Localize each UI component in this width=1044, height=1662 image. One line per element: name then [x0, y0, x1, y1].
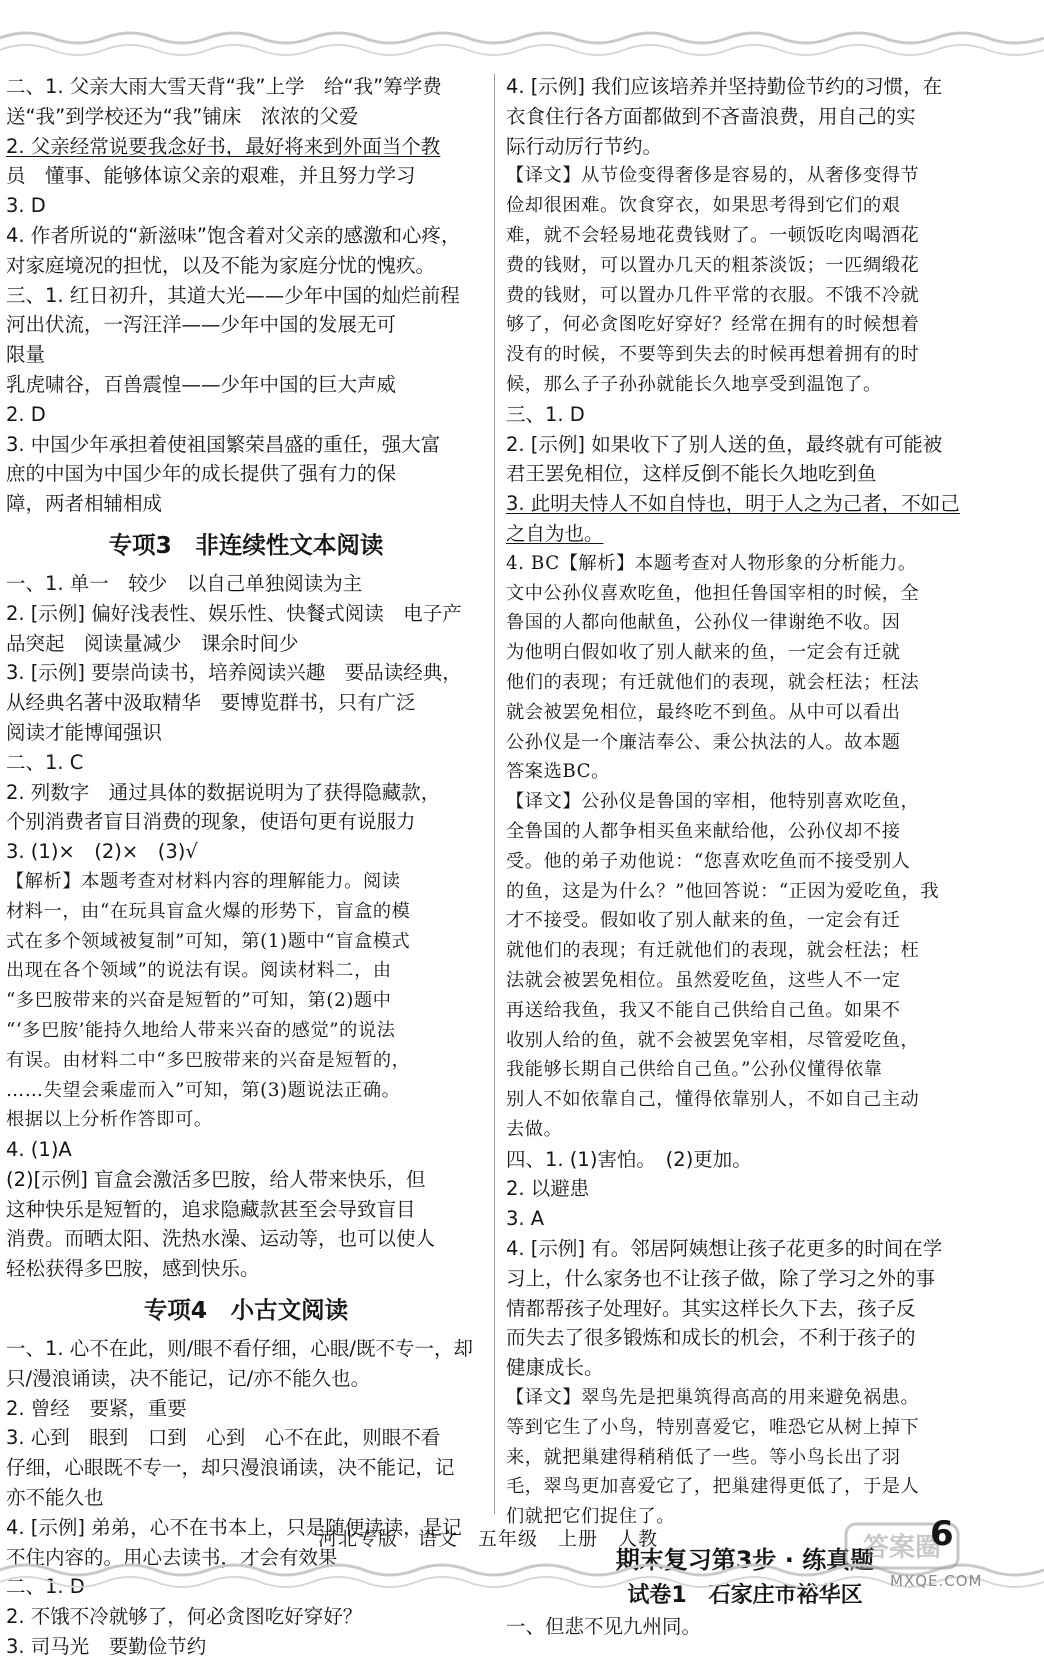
answer-line: 4. [示例] 我们应该培养并坚持勤俭节约的习惯，在	[506, 75, 943, 98]
answer-line: 一、但悲不见九州同。	[506, 1615, 702, 1639]
answer-line: 这种快乐是短暂的，追求隐藏款甚至会导致盲目	[6, 1197, 416, 1221]
explanation-line: 就他们的表现；有迁就他们的表现，就会枉法；枉	[506, 940, 920, 962]
svg-text:答案圈: 答案圈	[862, 1533, 942, 1563]
explanation-line: 他们的表现；有迁就他们的表现，就会枉法；枉法	[506, 671, 920, 693]
explanation-line: 为他明白假如收了别人献来的鱼，一定会有迁就	[506, 642, 901, 664]
answer-line: 3. (1)× (2)× (3)√	[6, 840, 198, 864]
explanation-line: 4. BC【解析】本题考查对人物形象的分析能力。	[506, 552, 917, 574]
explanation-line: 收别人给的鱼，就不会被罢免宰相，尽管爱吃鱼，	[506, 1029, 920, 1051]
answer-line: 限量	[6, 343, 46, 367]
answer-line: 亦不能久也	[6, 1486, 104, 1510]
answer-line: 对家庭境况的担忧，以及不能为家庭分忧的愧疚。	[6, 253, 436, 277]
answer-line: 3. A	[506, 1207, 545, 1231]
answer-line: 3. 此明夫恃人不如自恃也，明于人之为己者，不如己	[506, 492, 960, 516]
watermark-url: MXQE.COM	[890, 1572, 983, 1590]
answer-line: 消费。而晒太阳、洗热水澡、运动等，也可以使人	[6, 1227, 436, 1251]
answer-line: 个别消费者盲目消费的现象，使语句更有说服力	[6, 810, 416, 834]
explanation-line: 全鲁国的人都争相买鱼来献给他，公孙仪却不接	[506, 820, 901, 842]
answer-line: 2. [示例] 如果收下了别人送的鱼，最终就有可能被	[506, 432, 943, 456]
answer-line: 3. 心到 眼到 口到 心到 心不在此，则眼不看	[6, 1426, 441, 1450]
answer-line: 一、1. 单一 较少 以自己单独阅读为主	[6, 571, 363, 595]
explanation-line: 毛，翠鸟更加喜爱它了，把巢建得更低了，于是人	[506, 1476, 920, 1498]
answer-line: 2. 不饿不冷就够了，何必贪图吃好穿好？	[6, 1605, 363, 1629]
page-number: 6	[930, 1514, 954, 1554]
answer-line: 阅读才能博闻强识	[6, 720, 163, 744]
answer-line: 2. 以避患	[506, 1177, 590, 1201]
explanation-line: “‘多巴胺’能持久地给人带来兴奋的感觉”的说法	[6, 1019, 396, 1041]
answer-line: 习上，什么家务也不让孩子做，除了学习之外的事	[506, 1266, 936, 1290]
explanation-line: 有误。由材料二中“多巴胺带来的兴奋是短暂的，	[6, 1049, 411, 1071]
answer-line: 乳虎啸谷，百兽震惶——少年中国的巨大声威	[6, 372, 397, 396]
answer-line: 情都帮孩子处理好。其实这样长久下去，孩子反	[506, 1296, 916, 1320]
answer-line: 2. D	[6, 402, 46, 426]
answer-line: 品突起 阅读量减少 课余时间少	[6, 631, 299, 655]
answer-line: 送“我”到学校还为“我”铺床 浓浓的父爱	[6, 104, 359, 128]
answer-line: 2. 曾经 要紧，重要	[6, 1396, 187, 1420]
answer-line: 3. [示例] 要崇尚读书，培养阅读兴趣 要品读经典，	[6, 661, 462, 685]
column-divider	[494, 74, 495, 1514]
explanation-line: 再送给我鱼，我又不能自己供给自己鱼。如果不	[506, 999, 901, 1021]
answer-line: 2. 父亲经常说要我念好书，最好将来到外面当个教	[6, 134, 441, 158]
explanation-line: 【解析】本题考查对材料内容的理解能力。阅读	[6, 870, 401, 892]
answer-line: 3. D	[6, 194, 46, 218]
footer-book-info: 河北专版 语文 五年级 上册 人教	[318, 1528, 659, 1550]
answer-line: 庶的中国为中国少年的成长提供了强有力的保	[6, 462, 397, 486]
explanation-line: 俭却很困难。饮食穿衣，如果思考得到它们的艰	[506, 195, 901, 217]
explanation-line: 费的钱财，可以置办几天的粗茶淡饭；一匹绸缎花	[506, 254, 920, 276]
explanation-line: 的鱼，这是为什么？”他回答说：“正因为爱吃鱼，我	[506, 880, 940, 902]
answer-line: 一、1. 心不在此，则/眼不看仔细，心眼/既不专一，却	[6, 1337, 473, 1361]
right-column	[506, 72, 984, 1642]
explanation-line: 费的钱财，可以置办几件平常的衣服。不饿不冷就	[506, 284, 920, 306]
explanation-line: 文中公孙仪喜欢吃鱼，他担任鲁国宰相的时候，全	[506, 582, 920, 604]
answer-line: 之自为也。	[506, 521, 604, 545]
answer-line: 河出伏流，一泻汪洋——少年中国的发展无可	[6, 313, 397, 337]
answer-line: 员 懂事、能够体谅父亲的艰难，并且努力学习	[6, 164, 416, 188]
explanation-line: 根据以上分析作答即可。	[6, 1109, 213, 1131]
answer-line: 三、1. D	[506, 402, 585, 426]
explanation-line: 难，就不会轻易地花费钱财了。一顿饭吃肉喝酒花	[506, 224, 920, 246]
subsection-heading: 试卷1 石家庄市裕华区	[627, 1583, 863, 1609]
section-heading: 专项3 非连续性文本阅读	[108, 530, 384, 559]
answer-line: 二、1. D	[6, 1575, 85, 1599]
answer-line: 二、1. C	[6, 750, 84, 774]
explanation-line: 法就会被罢免相位。虽然爱吃鱼，这些人不一定	[506, 969, 901, 991]
explanation-line: 受。他的弟子劝他说：“您喜欢吃鱼而不接受别人	[506, 850, 911, 872]
section-heading: 专项4 小古文阅读	[143, 1296, 349, 1325]
explanation-line: 来，就把巢建得稍稍低了一些。等小鸟长出了羽	[506, 1446, 901, 1468]
answer-line: 君王罢免相位，这样反倒不能长久地吃到鱼	[506, 462, 877, 486]
left-column	[6, 72, 486, 1662]
explanation-line: 够了，何必贪图吃好穿好？经常在拥有的时候想着	[506, 314, 920, 336]
answer-line: 而失去了很多锻炼和成长的机会，不利于孩子的	[506, 1326, 916, 1350]
answer-line: 不住内容的。用心去读书，才会有效果	[6, 1545, 338, 1569]
answer-line: 衣食住行各方面都做到不吝啬浪费，用自己的实	[506, 104, 916, 128]
answer-line: 四、1. (1)害怕。 (2)更加。	[506, 1147, 752, 1171]
explanation-line: 等到它生了小鸟，特别喜爱它，唯恐它从树上掉下	[506, 1416, 920, 1438]
explanation-line: 答案选BC。	[506, 761, 610, 783]
answer-line: 2. 列数字 通过具体的数据说明为了获得隐藏款，	[6, 780, 441, 804]
explanation-line: 候，那么子子孙孙就能长久地享受到温饱了。	[506, 373, 882, 395]
section-heading: 期末复习第3步 · 练真题	[615, 1546, 875, 1575]
explanation-line: 【译文】翠鸟先是把巢筑得高高的用来避免祸患。	[506, 1387, 920, 1409]
explanation-line: 去做。	[506, 1118, 563, 1140]
answer-line: 健康成长。	[506, 1356, 604, 1380]
answer-line: 2. [示例] 偏好浅表性、娱乐性、快餐式阅读 电子产	[6, 601, 462, 625]
answer-line: 仔细，心眼既不专一，却只漫浪诵读，决不能记，记	[6, 1456, 455, 1480]
answer-line: 4. [示例] 弟弟，心不在书本上，只是随便读读，是记	[6, 1515, 462, 1539]
answer-line: 4. (1)A	[6, 1138, 72, 1162]
explanation-line: 【译文】公孙仪是鲁国的宰相，他特别喜欢吃鱼，	[506, 791, 920, 813]
answer-line: 从经典名著中汲取精华 要博览群书，只有广泛	[6, 691, 416, 715]
explanation-line: 别人不如依靠自己，懂得依靠别人，不如自己主动	[506, 1089, 920, 1111]
answer-line: 障，两者相辅相成	[6, 492, 163, 516]
explanation-line: 鲁国的人都向他献鱼，公孙仪一律谢绝不收。因	[506, 612, 901, 634]
explanation-line: 才不接受。假如收了别人献来的鱼，一定会有迁	[506, 910, 901, 932]
explanation-line: “多巴胺带来的兴奋是短暂的”可知，第(2)题中	[6, 990, 392, 1012]
answer-line: 3. 中国少年承担着使祖国繁荣昌盛的重任，强大富	[6, 432, 441, 456]
answer-line: 4. [示例] 有。邻居阿姨想让孩子花更多的时间在学	[506, 1237, 943, 1261]
answer-line: 4. 作者所说的“新滋味”饱含着对父亲的感激和心疼，	[6, 223, 461, 247]
answer-line: 二、1. 父亲大雨大雪天背“我”上学 给“我”筹学费	[6, 75, 442, 98]
explanation-line: 就会被罢免相位，最终吃不到鱼。从中可以看出	[506, 701, 901, 723]
explanation-line: 公孙仪是一个廉洁奉公、秉公执法的人。故本题	[506, 731, 901, 753]
answer-line: 只/漫浪诵读，决不能记，记/亦不能久也。	[6, 1366, 371, 1390]
answer-line: 三、1. 红日初升，其道大光——少年中国的灿烂前程	[6, 283, 460, 307]
explanation-line: 们就把它们捉住了。	[506, 1506, 676, 1528]
explanation-line: ……失望会乘虚而入”可知，第(3)题说法正确。	[6, 1079, 401, 1101]
answer-line: (2)[示例] 盲盒会激活多巴胺，给人带来快乐，但	[6, 1167, 426, 1191]
answer-line: 3. 司马光 要勤俭节约	[6, 1635, 207, 1659]
explanation-line: 我能够长期自己供给自己鱼。”公孙仪懂得依靠	[506, 1059, 883, 1081]
top-wave-border	[0, 0, 1044, 70]
explanation-line: 材料一，由“在玩具盲盒火爆的形势下，盲盒的模	[6, 900, 411, 922]
explanation-line: 式在多个领域被复制”可知，第(1)题中“盲盒模式	[6, 930, 411, 952]
answer-line: 际行动厉行节约。	[506, 134, 663, 158]
explanation-line: 【译文】从节俭变得奢侈是容易的，从奢侈变得节	[506, 165, 920, 187]
answer-line: 轻松获得多巴胺，感到快乐。	[6, 1257, 260, 1281]
explanation-line: 没有的时候，不要等到失去的时候再想着拥有的时	[506, 344, 920, 366]
explanation-line: 出现在各个领域”的说法有误。阅读材料二，由	[6, 960, 392, 982]
